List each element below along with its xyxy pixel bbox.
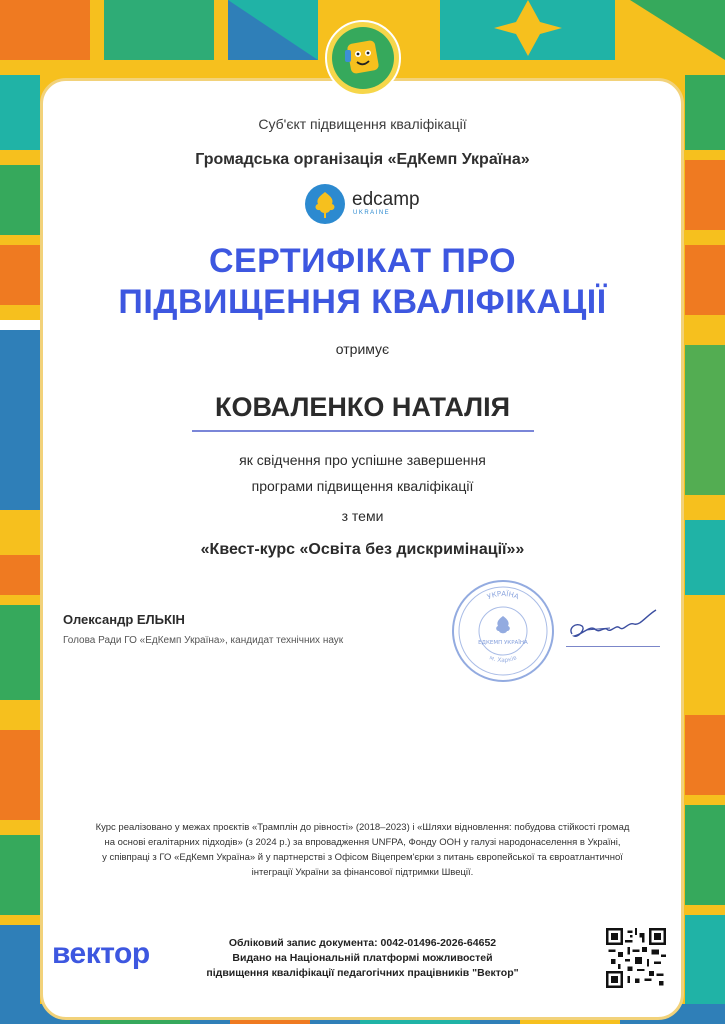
organization-name: Громадська організація «ЕдКемп Україна» bbox=[195, 151, 530, 168]
subject-label: Суб'єкт підвищення кваліфікації bbox=[258, 116, 467, 132]
name-underline bbox=[192, 430, 534, 432]
mascot-badge-icon bbox=[325, 20, 401, 96]
svg-text:УКРАЇНА bbox=[486, 589, 520, 601]
body-text-line3: з теми bbox=[341, 508, 384, 524]
signature-line bbox=[566, 646, 660, 647]
stamp-top-text: УКРАЇНА bbox=[486, 589, 520, 602]
funding-footnote bbox=[62, 820, 663, 880]
edcamp-logo-icon bbox=[304, 183, 346, 225]
recipient-name: КОВАЛЕНКО НАТАЛІЯ bbox=[214, 392, 511, 422]
footnote-line1: Курс реалізовано у межах проєктів «Трамплін до рівності» (2018–2023) і «Шляхи відновлення: побудова стійкості громад bbox=[95, 822, 630, 833]
stamp-bottom-text: м. Харків bbox=[488, 654, 518, 665]
footnote-line2: на основі егалітарних підходів» (з 2024 р.) за впровадження UNFPA, Фонду ООН у галузі народонаселення в Україні, bbox=[104, 837, 621, 848]
record-issued-line1: Видано на Національній платформі можливостей bbox=[232, 952, 493, 964]
edcamp-logo-text: edcamp bbox=[352, 189, 420, 210]
record-id: Обліковий запис документа: 0042-01496-2026-64652 bbox=[228, 937, 497, 949]
signature-icon bbox=[566, 604, 662, 646]
receives-label: отримує bbox=[335, 341, 390, 357]
footnote-line3: у співпраці з ГО «ЕдКемп Україна» й у партнерстві з Офісом Віцепрем'єрки з питань європейської та євроатлантичної bbox=[102, 852, 623, 863]
stamp-center-text: ЕДКЕМП УКРАЇНА bbox=[478, 640, 528, 646]
qr-code-icon[interactable] bbox=[606, 928, 666, 988]
edcamp-logo-subtext: UKRAINE bbox=[353, 210, 391, 216]
official-stamp-icon bbox=[450, 578, 556, 684]
signer-position: Голова Ради ГО «ЕдКемп Україна», кандидат технічних наук bbox=[63, 635, 344, 646]
body-text-line1: як свідчення про успішне завершення bbox=[239, 452, 486, 468]
document-record bbox=[190, 936, 535, 981]
body-text-line2: програми підвищення кваліфікації bbox=[251, 478, 474, 494]
svg-text:м. Харків bbox=[488, 654, 518, 664]
vector-logo: вектор bbox=[52, 937, 150, 970]
record-issued-line2: підвищення кваліфікації педагогічних працівників "Вектор" bbox=[206, 967, 519, 979]
certificate-title-line2: ПІДВИЩЕННЯ КВАЛІФІКАЦІЇ bbox=[118, 283, 607, 321]
course-title: «Квест-курс «Освіта без дискримінації»» bbox=[200, 541, 525, 558]
certificate-title-line1: СЕРТИФІКАТ ПРО bbox=[208, 242, 517, 280]
signer-name: Олександр ЕЛЬКІН bbox=[63, 612, 185, 627]
footnote-line4: інтеграції України за фінансової підтримки Швеції. bbox=[251, 867, 474, 878]
